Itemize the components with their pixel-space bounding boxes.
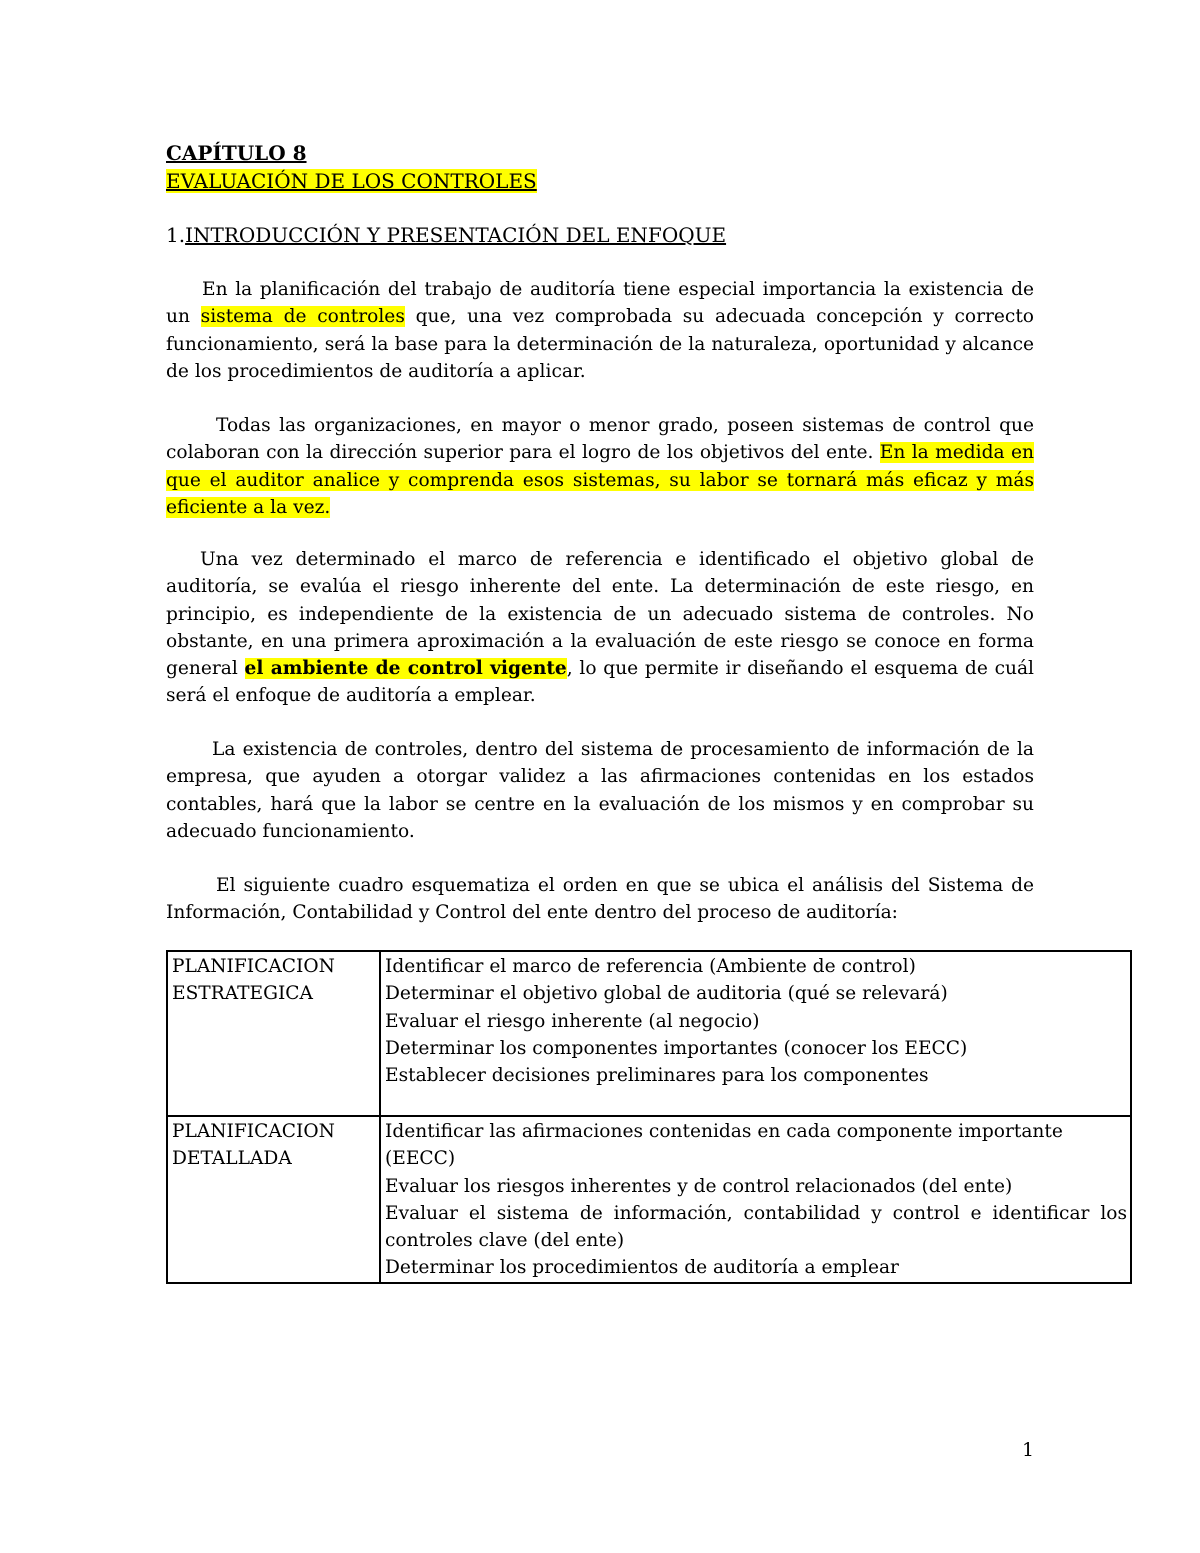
paragraph-1-text-a: En la planificación del trabajo de auditoría tiene especial importancia la existencia de un [166, 279, 1034, 328]
page-number: 1 [1022, 1440, 1034, 1461]
paragraph-4: La existencia de controles, dentro del sistema de procesamiento de información de la empresa, que ayuden a otorgar validez a las afirmaciones contenidas en los estados contables, hará que la labor se centre en la evaluación de los mismos y en comprobar su adecuado funcionamiento. [166, 739, 1034, 842]
table-cell-steps [380, 951, 1131, 1116]
chapter-title: CAPÍTULO 8 [166, 141, 307, 165]
table-cell-phase [167, 1116, 380, 1283]
chapter-subtitle-text: EVALUACIÓN DE LOS CONTROLES [166, 169, 537, 193]
step-item: Evaluar el sistema de información, contabilidad y control e identificar los controles clave (del ente) [385, 1202, 1127, 1252]
paragraph-3 [166, 546, 1034, 710]
paragraph-1 [166, 276, 1034, 385]
step-item: Determinar el objetivo global de auditoria (qué se relevará) [385, 983, 948, 1005]
step-item: Identificar las afirmaciones contenidas en cada componente importante (EECC) [385, 1121, 1063, 1170]
step-item: Identificar el marco de referencia (Ambiente de control) [385, 956, 916, 977]
section-number: 1. [166, 223, 186, 247]
table-row [167, 1116, 1131, 1283]
table-cell-phase [167, 951, 380, 1116]
step-item: Determinar los componentes importantes (conocer los EECC) [385, 1037, 968, 1059]
paragraph-2-text: Todas las organizaciones, en mayor o menor grado, poseen sistemas de control que colaboran con la dirección superior para el logro de los objetivos del ente. [166, 415, 1034, 464]
phase-label-line2: ESTRATEGICA [172, 983, 313, 1005]
step-item: Evaluar el riesgo inherente (al negocio) [385, 1010, 760, 1032]
phase-label-line1: PLANIFICACION [172, 1121, 335, 1142]
step-item: Determinar los procedimientos de auditoría a emplear [385, 1257, 899, 1279]
paragraph-3-highlight: el ambiente de control vigente [244, 658, 567, 680]
paragraph-5: El siguiente cuadro esquematiza el orden en que se ubica el análisis del Sistema de Información, Contabilidad y Control del ente dentro del proceso de auditoría: [166, 875, 1034, 924]
step-item: Evaluar los riesgos inherentes y de control relacionados (del ente) [385, 1175, 1013, 1197]
paragraph-2-highlight: En la medida en que el auditor analice y comprenda esos sistemas, su labor se tornará más eficaz y más eficiente a la vez. [166, 442, 1034, 518]
section-heading [166, 222, 726, 249]
paragraph-1-highlight: sistema de controles [200, 306, 405, 328]
paragraph-2 [166, 412, 1034, 521]
chapter-subtitle [166, 168, 537, 195]
paragraph-1-text-b: que, una vez comprobada su adecuada concepción y correcto funcionamiento, será la base para la determinación de la naturaleza, oportunidad y alcance de los procedimientos de auditoría a aplicar. [166, 306, 1034, 382]
paragraph-3-text-b: , lo que permite ir diseñando el esquema de cuál será el enfoque de auditoría a emplear. [166, 658, 1034, 707]
phase-label-line2: DETALLADA [172, 1148, 292, 1170]
paragraph-3-text-a: Una vez determinado el marco de referencia e identificado el objetivo global de auditoría, se evalúa el riesgo inherente del ente. La determinación de este riesgo, en principio, es independiente de la existencia de un adecuado sistema de controles. No obstante, en una primera aproximación a la evaluación de este riesgo se conoce en forma general [166, 549, 1034, 680]
phase-label-line1: PLANIFICACION [172, 956, 335, 977]
table-row [167, 951, 1131, 1116]
audit-planning-table [166, 950, 1132, 1284]
table-cell-steps [380, 1116, 1131, 1283]
step-item: Establecer decisiones preliminares para los componentes [385, 1065, 929, 1087]
section-title: INTRODUCCIÓN Y PRESENTACIÓN DEL ENFOQUE [185, 223, 727, 247]
